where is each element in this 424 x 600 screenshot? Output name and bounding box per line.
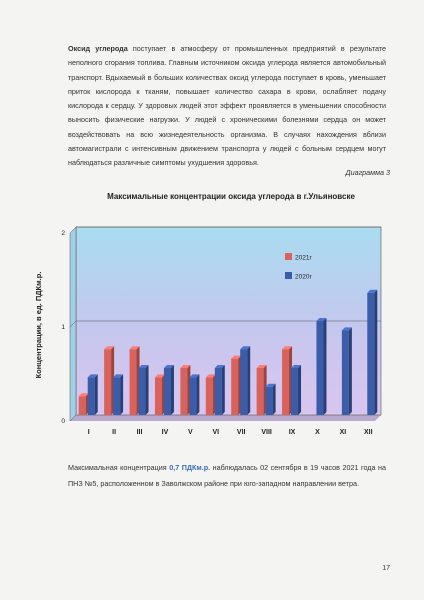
y-axis-label: Концентрации, в ед. ПДКм.р.	[34, 271, 43, 379]
y-tick-label: 1	[61, 324, 65, 331]
bar-2021г-VIII	[257, 365, 267, 415]
bar-2021г-I	[79, 393, 89, 415]
y-axis-ticks	[61, 230, 65, 425]
note-after: наблюдалась 02 сентября в 19 часов 2021 года на ПНЗ №5, расположенном в Заволжском районе при юго-западном направлении ветра.	[68, 463, 386, 488]
chart-floor	[70, 415, 381, 421]
bar-2020г-IX	[291, 365, 301, 415]
bar-2021г-III	[130, 346, 140, 415]
bar-2020г-VI	[215, 365, 225, 415]
legend-label-2021: 2021г	[295, 254, 312, 262]
bar-2020г-III	[139, 365, 149, 415]
x-tick-label: XI	[339, 429, 347, 436]
bar-chart	[30, 215, 400, 445]
bar-2020г-VII	[240, 346, 250, 415]
bar-2020г-II	[113, 374, 123, 415]
bar-2021г-IV	[155, 374, 165, 415]
x-axis-ticks	[88, 429, 373, 436]
bar-2021г-VII	[231, 356, 241, 415]
bar-2021г-IX	[282, 346, 292, 415]
chart-title: Максимальные концентрации оксида углерода в г.Ульяновске	[107, 192, 355, 201]
legend-label-2020: 2020г	[295, 273, 312, 281]
x-tick-label: VII	[236, 429, 246, 436]
max-concentration-note	[68, 460, 386, 492]
x-tick-label: II	[112, 429, 117, 436]
x-tick-label: V	[188, 429, 193, 436]
bar-2020г-XII	[367, 290, 377, 415]
legend-swatch-2021	[285, 253, 292, 260]
x-tick-label: VI	[212, 429, 220, 436]
y-tick-label: 2	[61, 230, 65, 237]
x-tick-label: IV	[161, 429, 169, 436]
x-tick-label: III	[136, 429, 143, 436]
bar-2020г-VIII	[266, 384, 276, 415]
bar-2020г-I	[88, 374, 98, 415]
y-tick-label: 0	[61, 418, 65, 425]
x-tick-label: IX	[288, 429, 296, 436]
bar-2020г-V	[189, 374, 199, 415]
x-tick-label: I	[87, 429, 90, 436]
paragraph-text: поступает в атмосферу от промышленных предприятий в результате неполного сгорания топлива. Главным источником оксида углерода является автомобильный транспорт. Вдыхаемый в больших количествах оксид углерода поступает в кровь, уменьшает приток кислорода к тканям, повышает количество сахара в крови, ослабляет подачу кислорода к сердцу. У здоровых людей этот эффект проявляется в уменьшении способности выносить физические нагрузки. У людей с хроническими болезнями сердца он может воздействовать на всю жизнедеятельность организма. В случаях нахождения вблизи автомагистрали с интенсивным движением транспорта у людей с больным сердцем могут наблюдаться различные симптомы ухудшения здоровья.	[68, 44, 387, 168]
x-tick-label: VIII	[261, 429, 272, 436]
bar-2021г-II	[104, 346, 114, 415]
diagram-caption: Диаграмма 3	[345, 168, 390, 177]
note-before: Максимальная концентрация	[68, 463, 170, 472]
bar-2020г-XI	[342, 327, 352, 415]
bar-2020г-X	[316, 318, 326, 415]
bar-2021г-V	[180, 365, 190, 415]
page-number: 17	[382, 565, 390, 572]
paragraph-term: Оксид углерода	[68, 44, 128, 53]
x-tick-label: X	[315, 429, 320, 436]
legend-swatch-2020	[285, 272, 292, 279]
bar-2021г-VI	[206, 374, 216, 415]
bar-2020г-IV	[164, 365, 174, 415]
note-highlight: 0,7 ПДКм.р.	[169, 463, 211, 472]
x-tick-label: XII	[364, 429, 373, 436]
body-paragraph	[68, 42, 386, 171]
